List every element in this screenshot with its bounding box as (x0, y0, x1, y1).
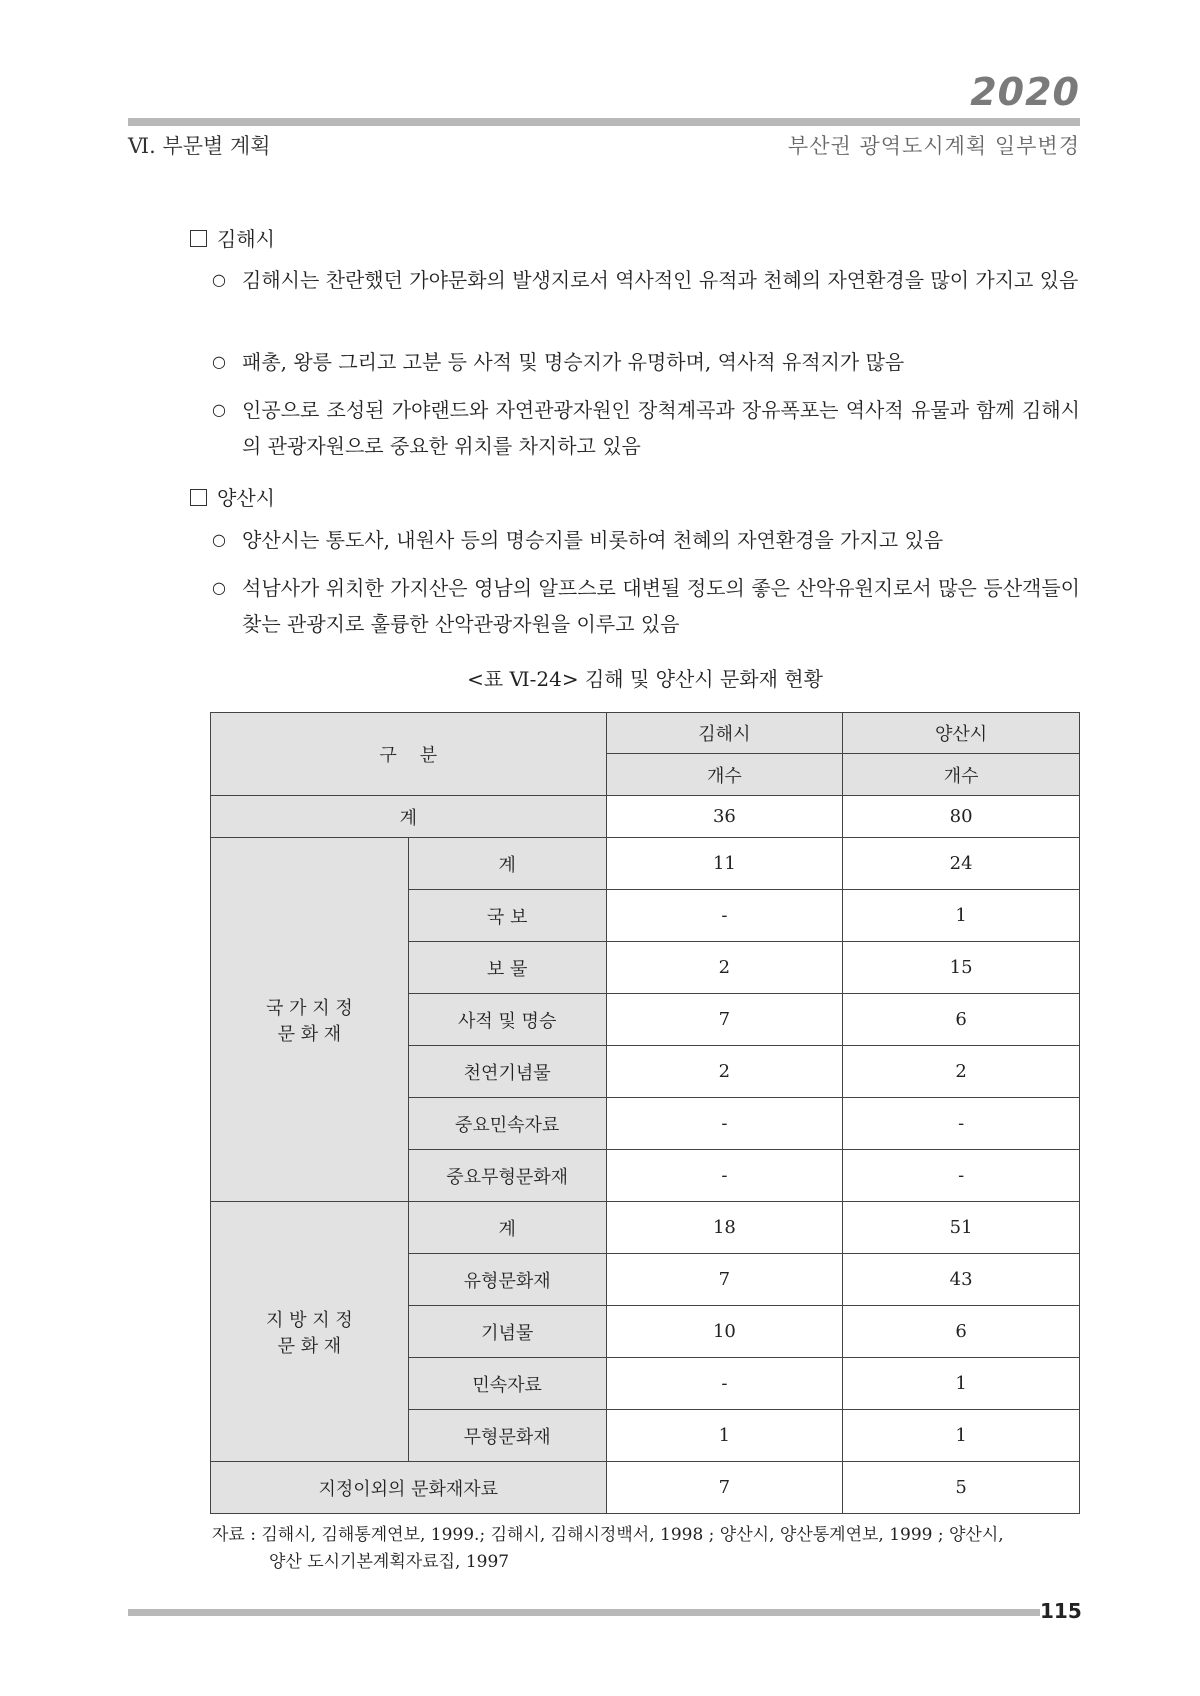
table-cell: 7 (606, 1254, 843, 1306)
table-cell: 7 (606, 994, 843, 1046)
circle-bullet-icon: ○ (212, 270, 226, 289)
bullet-text: 패총, 왕릉 그리고 고분 등 사적 및 명승지가 유명하며, 역사적 유적지가 많음 (242, 350, 905, 374)
table-cell: 6 (843, 994, 1080, 1046)
bullet-item (212, 392, 1080, 464)
table-cell: - (606, 1358, 843, 1410)
document-title: 부산권 광역도시계획 일부변경 (787, 134, 1080, 158)
table-cell: - (843, 1150, 1080, 1202)
table-cell: 2 (843, 1046, 1080, 1098)
source-note (212, 1522, 1080, 1576)
circle-bullet-icon: ○ (212, 530, 226, 549)
year-label: 2020 (970, 70, 1080, 114)
table-row-label: 사적 및 명승 (408, 994, 606, 1046)
table-row-label: 기념물 (408, 1306, 606, 1358)
table-row-label: 중요민속자료 (408, 1098, 606, 1150)
section-heading-gimhae (190, 223, 275, 252)
heritage-table (210, 712, 1080, 1514)
table-row-label: 민속자료 (408, 1358, 606, 1410)
table-row-label: 계 (408, 838, 606, 890)
table-header-gimhae: 김해시 (606, 713, 843, 754)
table-row-label: 계 (211, 796, 607, 838)
table-row-label: 지정이외의 문화재자료 (211, 1462, 607, 1514)
bullet-text: 인공으로 조성된 가야랜드와 자연관광자원인 장척계곡과 장유폭포는 역사적 유물과 함께 김해시의 관광자원으로 중요한 위치를 차지하고 있음 (242, 398, 1080, 458)
table-cell: - (843, 1098, 1080, 1150)
section-title: 김해시 (217, 227, 275, 251)
table-row-label: 국 보 (408, 890, 606, 942)
table-row-label: 천연기념물 (408, 1046, 606, 1098)
table-row-label: 유형문화재 (408, 1254, 606, 1306)
section-title: 양산시 (217, 486, 275, 510)
checkbox-square-icon (190, 230, 207, 247)
table-cell: 1 (843, 1358, 1080, 1410)
table-cell: 11 (606, 838, 843, 890)
footer-rule (128, 1609, 1040, 1616)
table-caption: <표 Ⅵ-24> 김해 및 양산시 문화재 현황 (467, 667, 823, 691)
table-cell: 7 (606, 1462, 843, 1514)
table-header-category: 구 분 (211, 713, 607, 796)
circle-bullet-icon: ○ (212, 352, 226, 371)
table-cell: 5 (843, 1462, 1080, 1514)
bullet-item (212, 522, 1080, 558)
circle-bullet-icon: ○ (212, 400, 226, 419)
page-number: 115 (1040, 1599, 1082, 1623)
group-label-line: 문 화 재 (277, 1335, 342, 1357)
source-line: 양산 도시기본계획자료집, 1997 (269, 1552, 510, 1572)
table-header-yangsan: 양산시 (843, 713, 1080, 754)
table-cell: 10 (606, 1306, 843, 1358)
bullet-text: 양산시는 통도사, 내원사 등의 명승지를 비롯하여 천혜의 자연환경을 가지고 있음 (242, 528, 944, 552)
table-row-label: 계 (408, 1202, 606, 1254)
table-cell: 43 (843, 1254, 1080, 1306)
bullet-item (212, 344, 1080, 380)
source-line: 자료 : 김해시, 김해통계연보, 1999.; 김해시, 김해시정백서, 1998 ; 양산시, 양산통계연보, 1999 ; 양산시, (212, 1525, 1004, 1545)
table-cell: - (606, 1150, 843, 1202)
bullet-item (212, 262, 1080, 298)
table-subheader-count: 개수 (843, 754, 1080, 796)
table-row-label: 보 물 (408, 942, 606, 994)
table-cell: 24 (843, 838, 1080, 890)
table-row-label: 무형문화재 (408, 1410, 606, 1462)
table-group-national (211, 838, 409, 1202)
table-row-label: 중요무형문화재 (408, 1150, 606, 1202)
table-cell: 15 (843, 942, 1080, 994)
table-cell: 36 (606, 796, 843, 838)
table-cell: 51 (843, 1202, 1080, 1254)
table-group-local (211, 1202, 409, 1462)
table-cell: 1 (843, 1410, 1080, 1462)
section-heading-yangsan (190, 482, 275, 511)
table-cell: 1 (843, 890, 1080, 942)
bullet-text: 석남사가 위치한 가지산은 영남의 알프스로 대변될 정도의 좋은 산악유원지로서 많은 등산객들이 찾는 관광지로 훌륭한 산악관광자원을 이루고 있음 (242, 576, 1080, 636)
circle-bullet-icon: ○ (212, 578, 226, 597)
table-cell: - (606, 1098, 843, 1150)
chapter-title: Ⅵ. 부문별 계획 (128, 134, 271, 158)
table-subheader-count: 개수 (606, 754, 843, 796)
table-cell: 2 (606, 1046, 843, 1098)
table-cell: 80 (843, 796, 1080, 838)
table-cell: - (606, 890, 843, 942)
header-rule (128, 118, 1080, 126)
table-cell: 1 (606, 1410, 843, 1462)
table-cell: 6 (843, 1306, 1080, 1358)
table-cell: 2 (606, 942, 843, 994)
group-label-line: 국 가 지 정 (266, 997, 353, 1019)
table-cell: 18 (606, 1202, 843, 1254)
group-label-line: 지 방 지 정 (266, 1309, 353, 1331)
bullet-text: 김해시는 찬란했던 가야문화의 발생지로서 역사적인 유적과 천혜의 자연환경을 많이 가지고 있음 (242, 268, 1079, 292)
group-label-line: 문 화 재 (277, 1023, 342, 1045)
bullet-item (212, 570, 1080, 642)
checkbox-square-icon (190, 489, 207, 506)
